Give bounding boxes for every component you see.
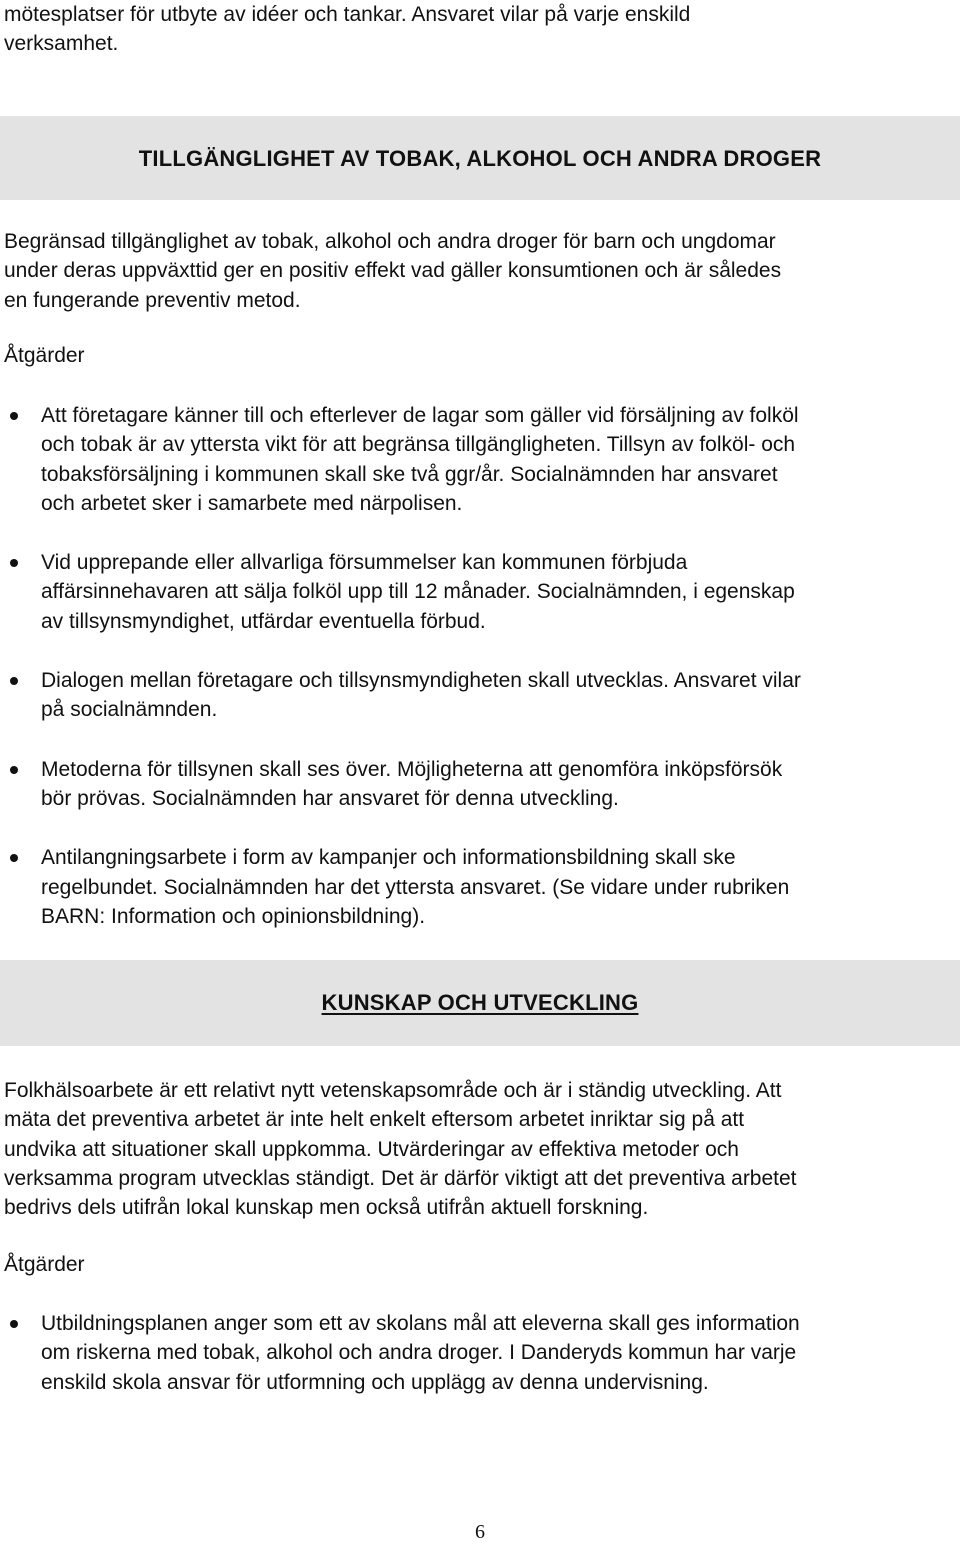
bullet-icon [10,1320,18,1328]
list-item [0,548,960,636]
text-line: regelbundet. Socialnämnden har det yttersta ansvaret. (Se vidare under rubriken [41,875,790,899]
text-line: Dialogen mellan företagare och tillsynsmyndigheten skall utvecklas. Ansvaret vilar [41,669,801,693]
text-line: mötesplatser för utbyte av idéer och tankar. Ansvaret vilar på varje enskild [4,3,691,26]
bullet-icon [10,854,18,862]
section-paragraph [4,227,954,315]
bullet-icon [10,412,18,420]
text-line: Folkhälsoarbete är ett relativt nytt vetenskapsområde och är i ständig utveckling. Att [4,1079,782,1102]
text-line: affärsinnehavaren att sälja folköl upp till 12 månader. Socialnämnden, i egenskap [41,580,795,604]
page-number: 6 [475,1521,485,1543]
text-line: enskild skola ansvar för utformning och upplägg av denna undervisning. [41,1370,709,1394]
text-line: bör prövas. Socialnämnden har ansvaret för denna utveckling. [41,786,619,810]
text-line: en fungerande preventiv metod. [4,288,301,312]
actions-label: Åtgärder [4,344,85,367]
text-line: Vid upprepande eller allvarliga försummelser kan kommunen förbjuda [41,551,688,575]
text-line: verksamhet. [4,32,119,56]
text-line: om riskerna med tobak, alkohol och andra droger. I Danderyds kommun har varje [41,1341,797,1365]
section-heading-availability: TILLGÄNGLIGHET AV TOBAK, ALKOHOL OCH ANDRA DROGER [138,146,822,171]
text-line: Utbildningsplanen anger som ett av skolans mål att eleverna skall ges information [41,1312,800,1335]
text-line: verksamma program utvecklas ständigt. Det är därför viktigt att det preventiva arbetet [4,1166,797,1190]
list-item [0,843,960,931]
text-line: under deras uppväxttid ger en positiv effekt vad gäller konsumtionen och är således [4,259,782,283]
text-line: Metoderna för tillsynen skall ses över. Möjligheterna att genomföra inköpsförsök [41,757,783,781]
text-line: Begränsad tillgänglighet av tobak, alkohol och andra droger för barn och ungdomar [4,230,776,253]
bullet-icon [10,766,18,774]
bullet-icon [10,677,18,685]
text-line: på socialnämnden. [41,698,218,722]
text-line: tobaksförsäljning i kommunen skall ske två ggr/år. Socialnämnden har ansvaret [41,462,778,486]
text-line: och tobak är av yttersta vikt för att begränsa tillgängligheten. Tillsyn av folköl- och [41,433,796,457]
list-item [0,401,960,518]
actions-list [0,1309,960,1397]
text-line: av tillsynsmyndighet, utfärdar eventuella förbud. [41,609,486,633]
section-heading-knowledge: KUNSKAP OCH UTVECKLING [321,990,639,1015]
text-line: bedrivs dels utifrån lokal kunskap men också utifrån aktuell forskning. [4,1196,649,1220]
bullet-icon [10,559,18,567]
text-line: BARN: Information och opinionsbildning). [41,904,426,928]
actions-label: Åtgärder [4,1253,85,1276]
text-line: Antilangningsarbete i form av kampanjer och informationsbildning skall ske [41,846,736,870]
text-line: mäta det preventiva arbetet är inte helt enkelt eftersom arbetet inriktar sig på att [4,1108,745,1132]
text-line: och arbetet sker i samarbete med närpolisen. [41,491,463,515]
actions-list [0,401,960,931]
text-line: undvika att situationer skall uppkomma. Utvärderingar av effektiva metoder och [4,1137,739,1161]
text-line: Att företagare känner till och efterlever de lagar som gäller vid försäljning av folköl [41,404,799,427]
list-item [0,1309,960,1397]
intro-paragraph [4,0,954,59]
list-item [0,666,960,725]
section-paragraph [4,1076,954,1222]
list-item [0,755,960,814]
